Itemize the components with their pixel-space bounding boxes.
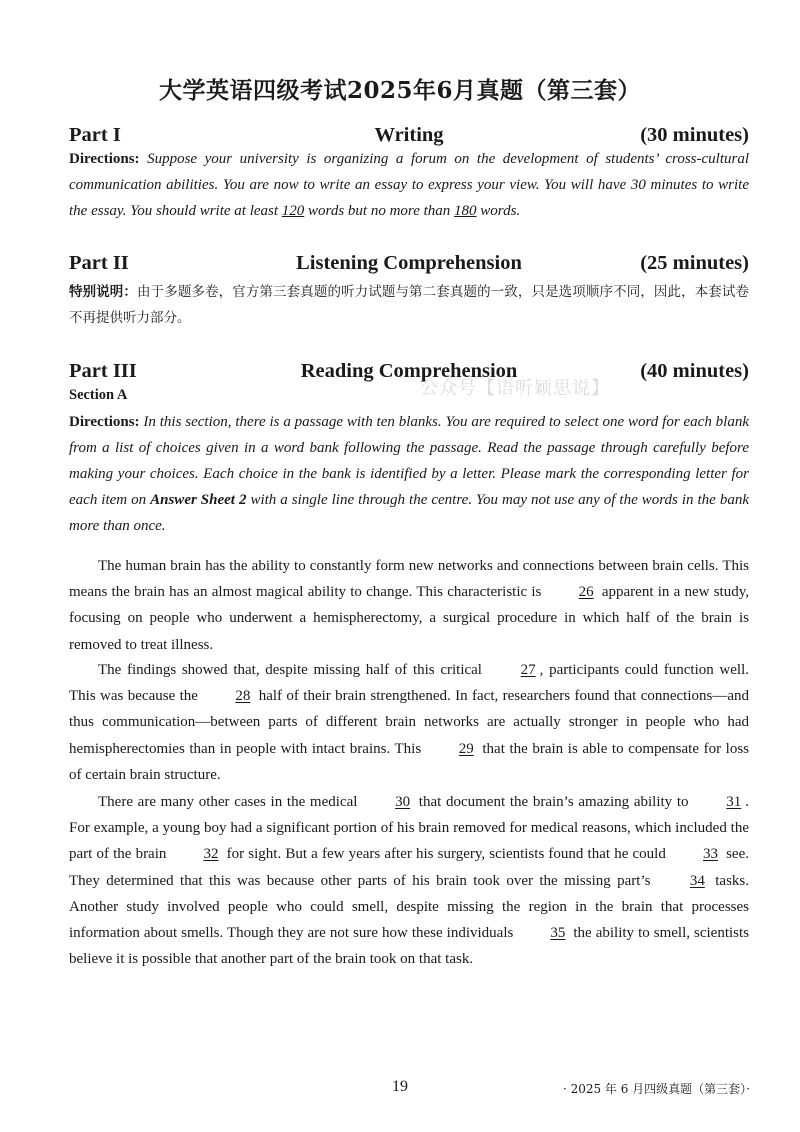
- min-words: 120: [281, 203, 305, 219]
- directions-text: with a single line through the centre. You may not use any of the words in the bank more than once.: [69, 492, 749, 534]
- blank-31: 31: [726, 794, 742, 810]
- passage-text: that the brain is able to compensate for loss of certain brain structure.: [69, 740, 750, 783]
- part1-directions: [69, 146, 749, 224]
- part3-time: (40 minutes): [640, 360, 749, 382]
- page-footer: · 2025 年 6 月四级真题（第三套）·: [562, 1082, 750, 1096]
- watermark: 公众号【语听颖思说】: [420, 378, 610, 399]
- part1-time: (30 minutes): [640, 124, 749, 146]
- part2-note: [69, 279, 749, 331]
- passage-text: tasks. Another study involved people who could smell, despite missing the region in the brain that processes information about smells. Though they are not sure how these individuals: [69, 872, 750, 942]
- blank-33: 33: [702, 846, 718, 863]
- blank-29: 29: [458, 740, 474, 757]
- answer-sheet-label: Answer Sheet 2: [150, 492, 247, 508]
- part1-number: Part I: [69, 124, 121, 146]
- part2-number: Part II: [69, 252, 129, 274]
- passage-text: . For example, a young boy had a significant portion of his brain removed for medical reasons, which included the part of the brain: [69, 794, 749, 863]
- note-label: 特别说明：: [69, 284, 138, 300]
- directions-text: words but no more than: [304, 203, 455, 219]
- passage-text: the ability to smell, scientists believe it is possible that another part of the brain took on that task.: [69, 925, 749, 968]
- passage-text: The findings showed that, despite missing half of this critical: [98, 662, 488, 678]
- part1-name: Writing: [374, 124, 444, 146]
- blank-27: 27: [520, 662, 536, 678]
- note-text: 由于多题多卷，官方第三套真题的听力试题与第二套真题的一致，只是选项顺序不同，因此，本套试卷不再提供听力部分。: [69, 284, 750, 326]
- blank-26: 26: [578, 584, 594, 601]
- passage-text: There are many other cases in the medical: [98, 794, 363, 810]
- blank-32: 32: [203, 846, 219, 863]
- passage-text: , participants could function well. This was because the: [69, 662, 749, 705]
- passage-text: The human brain has the ability to constantly form new networks and connections between brain cells. This means the brain has an almost magical ability to change. This characteristic is: [69, 558, 749, 601]
- part2-name: Listening Comprehension: [296, 252, 522, 274]
- max-words: 180: [454, 203, 477, 219]
- directions-label: Directions:: [69, 151, 140, 167]
- directions-text: words.: [476, 203, 521, 219]
- blank-34: 34: [689, 872, 705, 889]
- part3-name: Reading Comprehension: [300, 360, 518, 382]
- part2-time: (25 minutes): [640, 252, 749, 274]
- passage-text: see. They determined that this was because other parts of his brain took over the missing part’s: [69, 846, 749, 889]
- page-title: 大学英语四级考试2025年6月真题（第三套）: [158, 77, 642, 104]
- passage-paragraph-3: [69, 789, 749, 972]
- passage-paragraph-1: [69, 553, 749, 658]
- passage-text: that document the brain’s amazing ability to: [414, 794, 694, 810]
- passage-text: half of their brain strengthened. In fact, researchers found that connections—and thus communication—between parts of different brain networks are actually stronger in people who had hemispherectomies than in people with intact brains. This: [69, 688, 749, 757]
- passage-text: for sight. But a few years after his surgery, scientists found that he could: [222, 846, 670, 863]
- part3-directions: [69, 409, 749, 539]
- part3-header: [69, 360, 749, 386]
- part3-number: Part III: [69, 360, 137, 382]
- directions-text: Suppose your university is organizing a forum on the development of students’ cross-cultural communication abilities. You are now to write an essay to express your view. You will have 30 minutes to write the essay. You should write at least: [69, 151, 749, 219]
- blank-28: 28: [235, 688, 251, 705]
- directions-text: In this section, there is a passage with ten blanks. You are required to select one word for each blank from a list of choices given in a word bank following the passage. Read the passage through carefully before making your choices. Each choice in the bank is identified by a letter. Please mark the corresponding letter for each item on: [69, 414, 750, 508]
- section-a-label: Section A: [69, 387, 128, 403]
- directions-label: Directions:: [69, 414, 140, 430]
- blank-35: 35: [550, 925, 566, 942]
- page-number: 19: [392, 1078, 408, 1095]
- blank-30: 30: [395, 794, 411, 810]
- passage-text: apparent in a new study, focusing on people who underwent a hemispherectomy, a surgical procedure in which half of the brain is removed to treat illness.: [69, 584, 749, 653]
- part2-header: [69, 252, 749, 278]
- passage-paragraph-2: [69, 657, 749, 788]
